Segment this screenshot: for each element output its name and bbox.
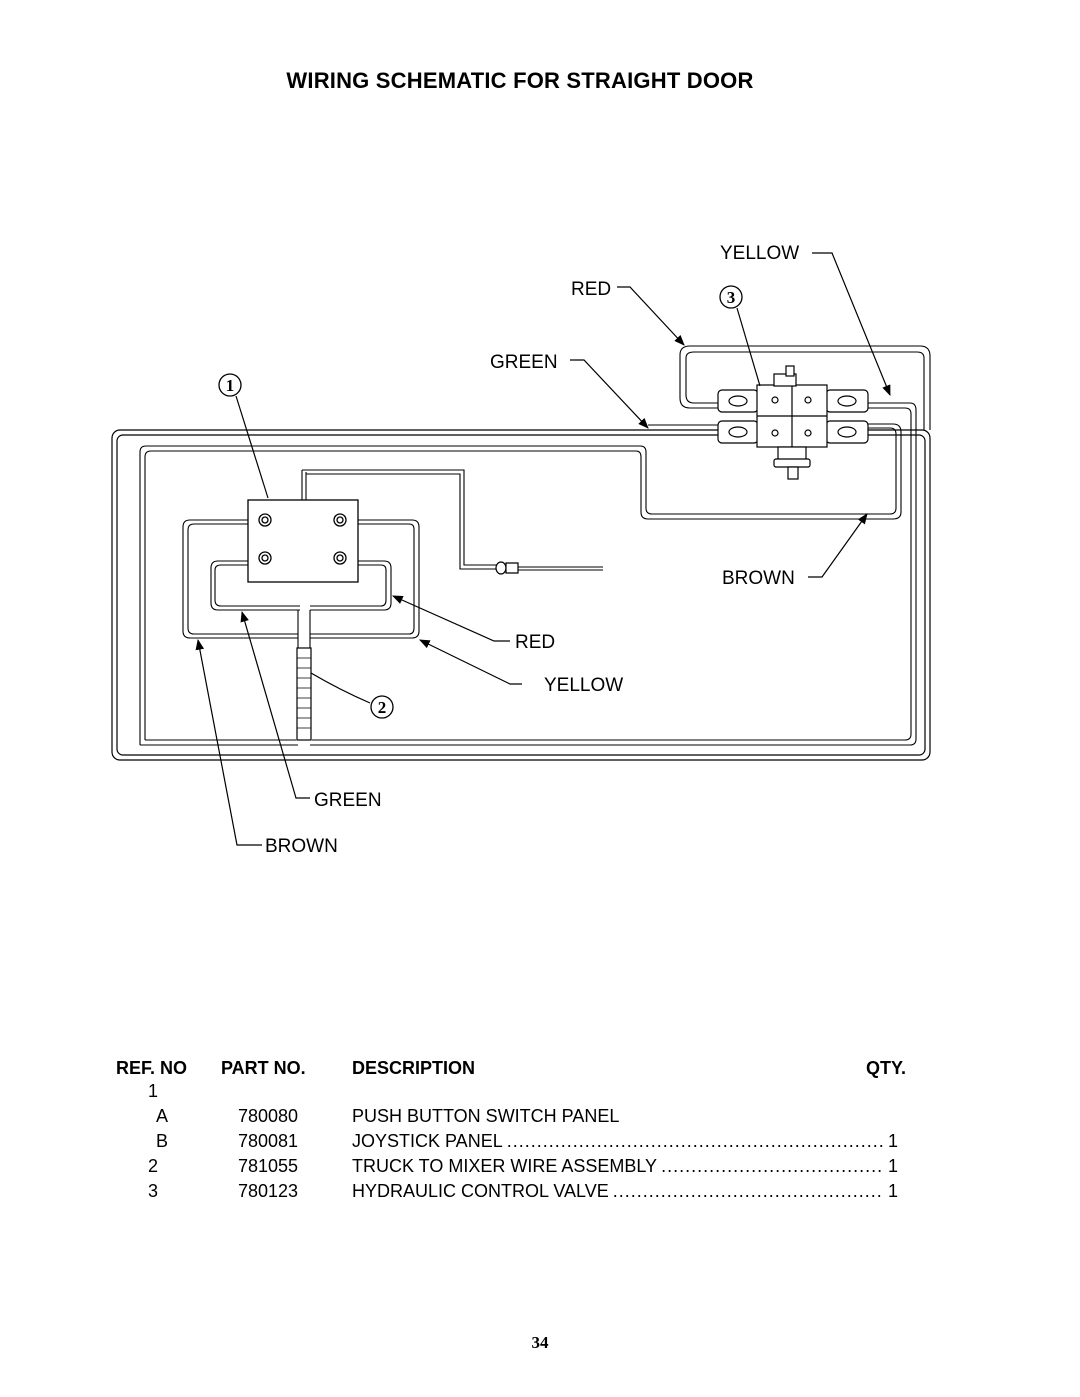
header-ref-no: REF. NO xyxy=(116,1058,188,1078)
row-ref: 3 xyxy=(148,1181,159,1201)
wire-label-yellow-top: YELLOW xyxy=(720,243,800,264)
wire-label-green-bottom: GREEN xyxy=(314,790,382,811)
table-row xyxy=(352,1181,898,1202)
row-description: JOYSTICK PANEL xyxy=(352,1131,503,1151)
table-row xyxy=(352,1106,898,1127)
row-part-no: 780081 xyxy=(238,1131,299,1151)
row-description: PUSH BUTTON SWITCH PANEL xyxy=(352,1106,620,1126)
outer-harness xyxy=(112,430,930,760)
row-ref: 2 xyxy=(148,1156,159,1176)
row-qty: 1 xyxy=(887,1156,898,1176)
callout-1-label: 1 xyxy=(225,376,235,395)
row-part-no: 781055 xyxy=(238,1156,299,1176)
row-ref: 1 xyxy=(148,1081,159,1101)
row-description: TRUCK TO MIXER WIRE ASSEMBLY xyxy=(352,1156,658,1176)
callout-2-label: 2 xyxy=(377,698,387,717)
wire-label-red-top: RED xyxy=(571,279,612,300)
dot-leader xyxy=(507,1131,884,1152)
callout-3-label: 3 xyxy=(726,288,736,307)
wire-label-red-mid: RED xyxy=(515,632,556,653)
row-ref: A xyxy=(156,1106,169,1126)
header-qty: QTY. xyxy=(866,1058,907,1078)
switch-panel xyxy=(248,500,358,582)
wire-label-green-top: GREEN xyxy=(490,352,558,373)
row-part-no: 780080 xyxy=(238,1106,299,1126)
row-qty: 1 xyxy=(887,1181,898,1201)
header-description: DESCRIPTION xyxy=(352,1058,476,1078)
wire-label-brown-bottom: BROWN xyxy=(265,836,338,857)
table-row xyxy=(352,1131,898,1152)
table-row xyxy=(352,1156,898,1177)
row-qty: 1 xyxy=(887,1131,898,1151)
wire-assembly-connector xyxy=(297,648,311,740)
header-part-no: PART NO. xyxy=(221,1058,306,1078)
dot-leader xyxy=(613,1181,884,1202)
row-ref: B xyxy=(156,1131,169,1151)
page-title: WIRING SCHEMATIC FOR STRAIGHT DOOR xyxy=(286,68,754,93)
row-part-no: 780123 xyxy=(238,1181,299,1201)
wire-label-yellow-mid: YELLOW xyxy=(544,675,624,696)
dot-leader xyxy=(661,1156,884,1177)
row-description: HYDRAULIC CONTROL VALVE xyxy=(352,1181,609,1201)
hydraulic-valve xyxy=(718,366,868,479)
wire-label-brown-right: BROWN xyxy=(722,568,795,589)
page-number: 34 xyxy=(531,1333,549,1352)
plug-connector xyxy=(496,562,518,574)
